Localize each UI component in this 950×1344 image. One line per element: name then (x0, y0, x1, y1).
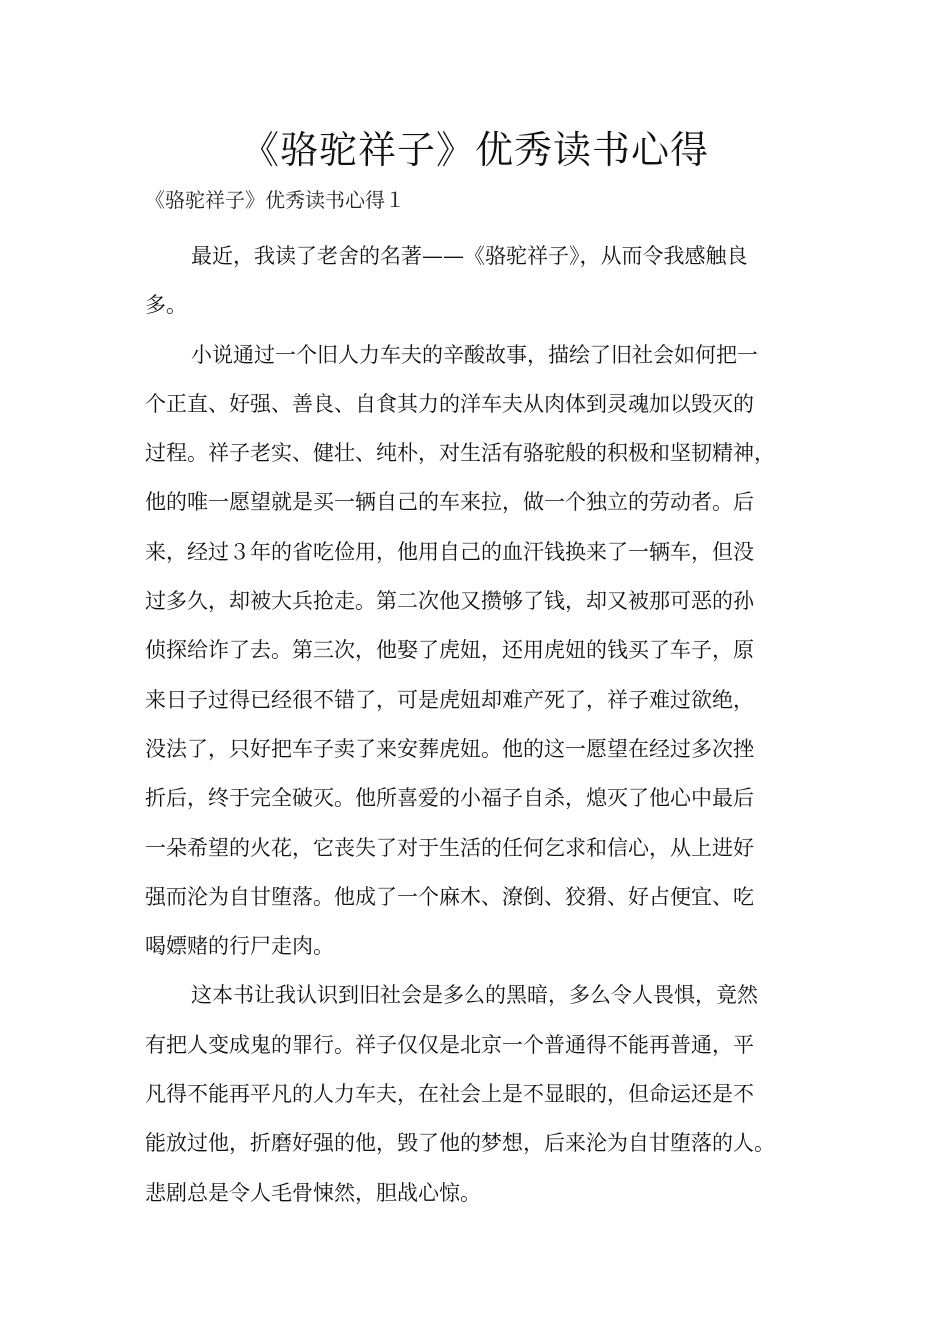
paragraph-line: 这本书让我认识到旧社会是多么的黑暗，多么令人畏惧，竟然 (191, 983, 758, 1008)
document-title: 《骆驼祥子》优秀读书心得 (240, 128, 709, 172)
section-heading: 《骆驼祥子》优秀读书心得１ (145, 188, 405, 212)
paragraph-line: 能放过他，折磨好强的他，毁了他的梦想，后来沦为自甘堕落的人。 (145, 1131, 775, 1156)
paragraph-line: 来，经过３年的省吃俭用，他用自己的血汗钱换来了一辆车，但没 (145, 539, 754, 564)
paragraph-3 (145, 971, 827, 1217)
paragraph-line: 喝嫖赌的行尸走肉。 (145, 934, 334, 959)
paragraph-line: 一朵希望的火花，它丧失了对于生活的任何乞求和信心，从上进好 (145, 835, 754, 860)
paragraph-line: 有把人变成鬼的罪行。祥子仅仅是北京一个普通得不能再普通，平 (145, 1032, 754, 1057)
paragraph-line: 过多久，却被大兵抢走。第二次他又攒够了钱，却又被那可恶的孙 (145, 589, 754, 614)
paragraph-line: 凡得不能再平凡的人力车夫，在社会上是不显眼的，但命运还是不 (145, 1082, 754, 1107)
paragraph-line: 过程。祥子老实、健壮、纯朴，对生活有骆驼般的积极和坚韧精神， (145, 441, 775, 466)
paragraph-line: 强而沦为自甘堕落。他成了一个麻木、潦倒、狡猾、好占便宜、吃 (145, 884, 754, 909)
paragraph-line: 侦探给诈了去。第三次，他娶了虎妞，还用虎妞的钱买了车子，原 (145, 638, 754, 663)
paragraph-2 (145, 331, 827, 972)
paragraph-line: 多。 (145, 293, 187, 318)
body-text (145, 232, 827, 1218)
paragraph-line: 个正直、好强、善良、自食其力的洋车夫从肉体到灵魂加以毁灭的 (145, 391, 754, 416)
paragraph-line: 小说通过一个旧人力车夫的辛酸故事，描绘了旧社会如何把一 (191, 342, 758, 367)
paragraph-1 (145, 232, 827, 331)
paragraph-line: 来日子过得已经很不错了，可是虎妞却难产死了，祥子难过欲绝， (145, 687, 754, 712)
paragraph-line: 悲剧总是令人毛骨悚然，胆战心惊。 (145, 1180, 481, 1205)
paragraph-line: 折后，终于完全破灭。他所喜爱的小福子自杀，熄灭了他心中最后 (145, 786, 754, 811)
paragraph-line: 最近，我读了老舍的名著——《骆驼祥子》，从而令我感触良 (191, 244, 748, 268)
paragraph-line: 没法了，只好把车子卖了来安葬虎妞。他的这一愿望在经过多次挫 (145, 736, 754, 761)
paragraph-line: 他的唯一愿望就是买一辆自己的车来拉，做一个独立的劳动者。后 (145, 490, 754, 515)
